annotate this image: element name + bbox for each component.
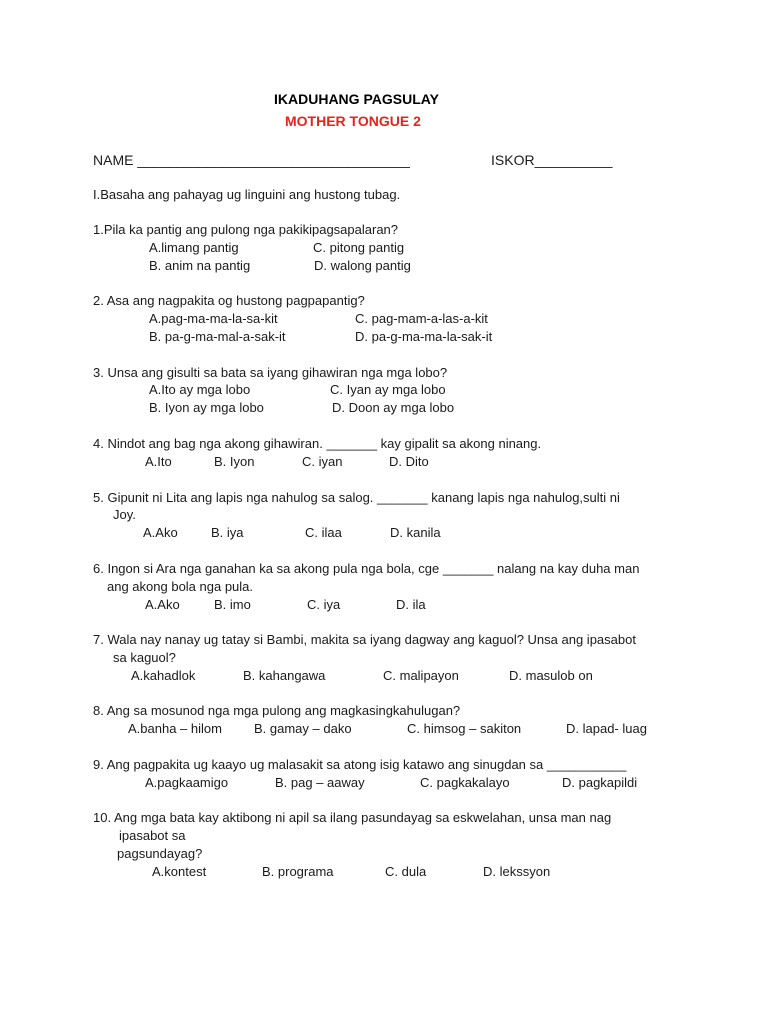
q10-choice-d: D. lekssyon: [483, 864, 551, 879]
question-3-text: 3. Unsa ang gisulti sa bata sa iyang gihawiran nga mga lobo?: [93, 365, 448, 380]
q9-choice-b: B. pag – aaway: [275, 775, 365, 790]
question-7-text-cont: sa kaguol?: [113, 650, 176, 665]
q6-choice-a: A.Ako: [145, 597, 180, 612]
q2-choice-c: C. pag-mam-a-las-a-kit: [355, 311, 488, 326]
question-10-text-cont-2: pagsundayag?: [117, 846, 203, 861]
q4-choice-b: B. Iyon: [214, 454, 255, 469]
q9-choice-d: D. pagkapildi: [562, 775, 638, 790]
q1-choice-c: C. pitong pantig: [313, 240, 405, 255]
q10-choice-c: C. dula: [385, 864, 427, 879]
question-4-text: 4. Nindot ang bag nga akong gihawiran. _______ kay gipalit sa akong ninang.: [93, 436, 542, 451]
q2-choice-b: B. pa-g-ma-mal-a-sak-it: [149, 329, 286, 344]
page-title: IKADUHANG PAGSULAY: [274, 91, 439, 107]
q6-choice-b: B. imo: [214, 597, 251, 612]
q5-choice-b: B. iya: [211, 525, 244, 540]
q2-choice-a: A.pag-ma-ma-la-sa-kit: [149, 311, 278, 326]
q5-choice-c: C. ilaa: [305, 525, 342, 540]
q8-choice-d: D. lapad- luag: [566, 721, 647, 736]
q3-choice-b: B. Iyon ay mga lobo: [149, 400, 264, 415]
question-10-text: 10. Ang mga bata kay aktibong ni apil sa ilang pasundayag sa eskwelahan, unsa man nag: [93, 810, 612, 825]
q4-choice-d: D. Dito: [389, 454, 429, 469]
q7-choice-a: A.kahadlok: [131, 668, 196, 683]
question-8-text: 8. Ang sa mosunod nga mga pulong ang magkasingkahulugan?: [93, 703, 461, 718]
q1-choice-d: D. walong pantig: [314, 258, 411, 273]
page-subtitle: MOTHER TONGUE 2: [285, 113, 421, 129]
q5-choice-d: D. kanila: [390, 525, 441, 540]
q4-choice-a: A.Ito: [145, 454, 172, 469]
q8-choice-b: B. gamay – dako: [254, 721, 352, 736]
q7-choice-d: D. masulob on: [509, 668, 593, 683]
q6-choice-d: D. ila: [396, 597, 426, 612]
q1-choice-a: A.limang pantig: [149, 240, 239, 255]
q4-choice-c: C. iyan: [302, 454, 343, 469]
question-6-text-cont: ang akong bola nga pula.: [107, 579, 254, 594]
question-2-text: 2. Asa ang nagpakita og hustong pagpapantig?: [93, 293, 365, 308]
q10-choice-a: A.kontest: [152, 864, 207, 879]
question-1-text: 1.Pila ka pantig ang pulong nga pakikipagsapalaran?: [93, 222, 399, 237]
q3-choice-c: C. Iyan ay mga lobo: [330, 382, 446, 397]
q1-choice-b: B. anim na pantig: [149, 258, 251, 273]
q3-choice-a: A.Ito ay mga lobo: [149, 382, 251, 397]
q10-choice-b: B. programa: [262, 864, 334, 879]
score-field-label: ISKOR__________: [491, 152, 613, 168]
q7-choice-b: B. kahangawa: [243, 668, 326, 683]
q3-choice-d: D. Doon ay mga lobo: [332, 400, 455, 415]
question-10-text-cont-1: ipasabot sa: [119, 828, 186, 843]
question-5-text: 5. Gipunit ni Lita ang lapis nga nahulog sa salog. _______ kanang lapis nga nahulog,sulti ni: [93, 490, 620, 505]
name-field-label: NAME ___________________________________: [93, 152, 410, 168]
instructions: I.Basaha ang pahayag ug linguini ang hustong tubag.: [93, 187, 401, 202]
question-5-text-cont: Joy.: [113, 507, 136, 522]
q9-choice-a: A.pagkaamigo: [145, 775, 229, 790]
q9-choice-c: C. pagkakalayo: [420, 775, 510, 790]
q8-choice-a: A.banha – hilom: [128, 721, 222, 736]
question-7-text: 7. Wala nay nanay ug tatay si Bambi, makita sa iyang dagway ang kaguol? Unsa ang ipasabot: [93, 632, 636, 647]
q5-choice-a: A.Ako: [143, 525, 178, 540]
q7-choice-c: C. malipayon: [383, 668, 459, 683]
question-9-text: 9. Ang pagpakita ug kaayo ug malasakit sa atong isig katawo ang sinugdan sa ___________: [93, 757, 627, 772]
q2-choice-d: D. pa-g-ma-ma-la-sak-it: [355, 329, 493, 344]
q6-choice-c: C. iya: [307, 597, 341, 612]
question-6-text: 6. Ingon si Ara nga ganahan ka sa akong pula nga bola, cge _______ nalang na kay duha man: [93, 561, 640, 576]
q8-choice-c: C. himsog – sakiton: [407, 721, 522, 736]
